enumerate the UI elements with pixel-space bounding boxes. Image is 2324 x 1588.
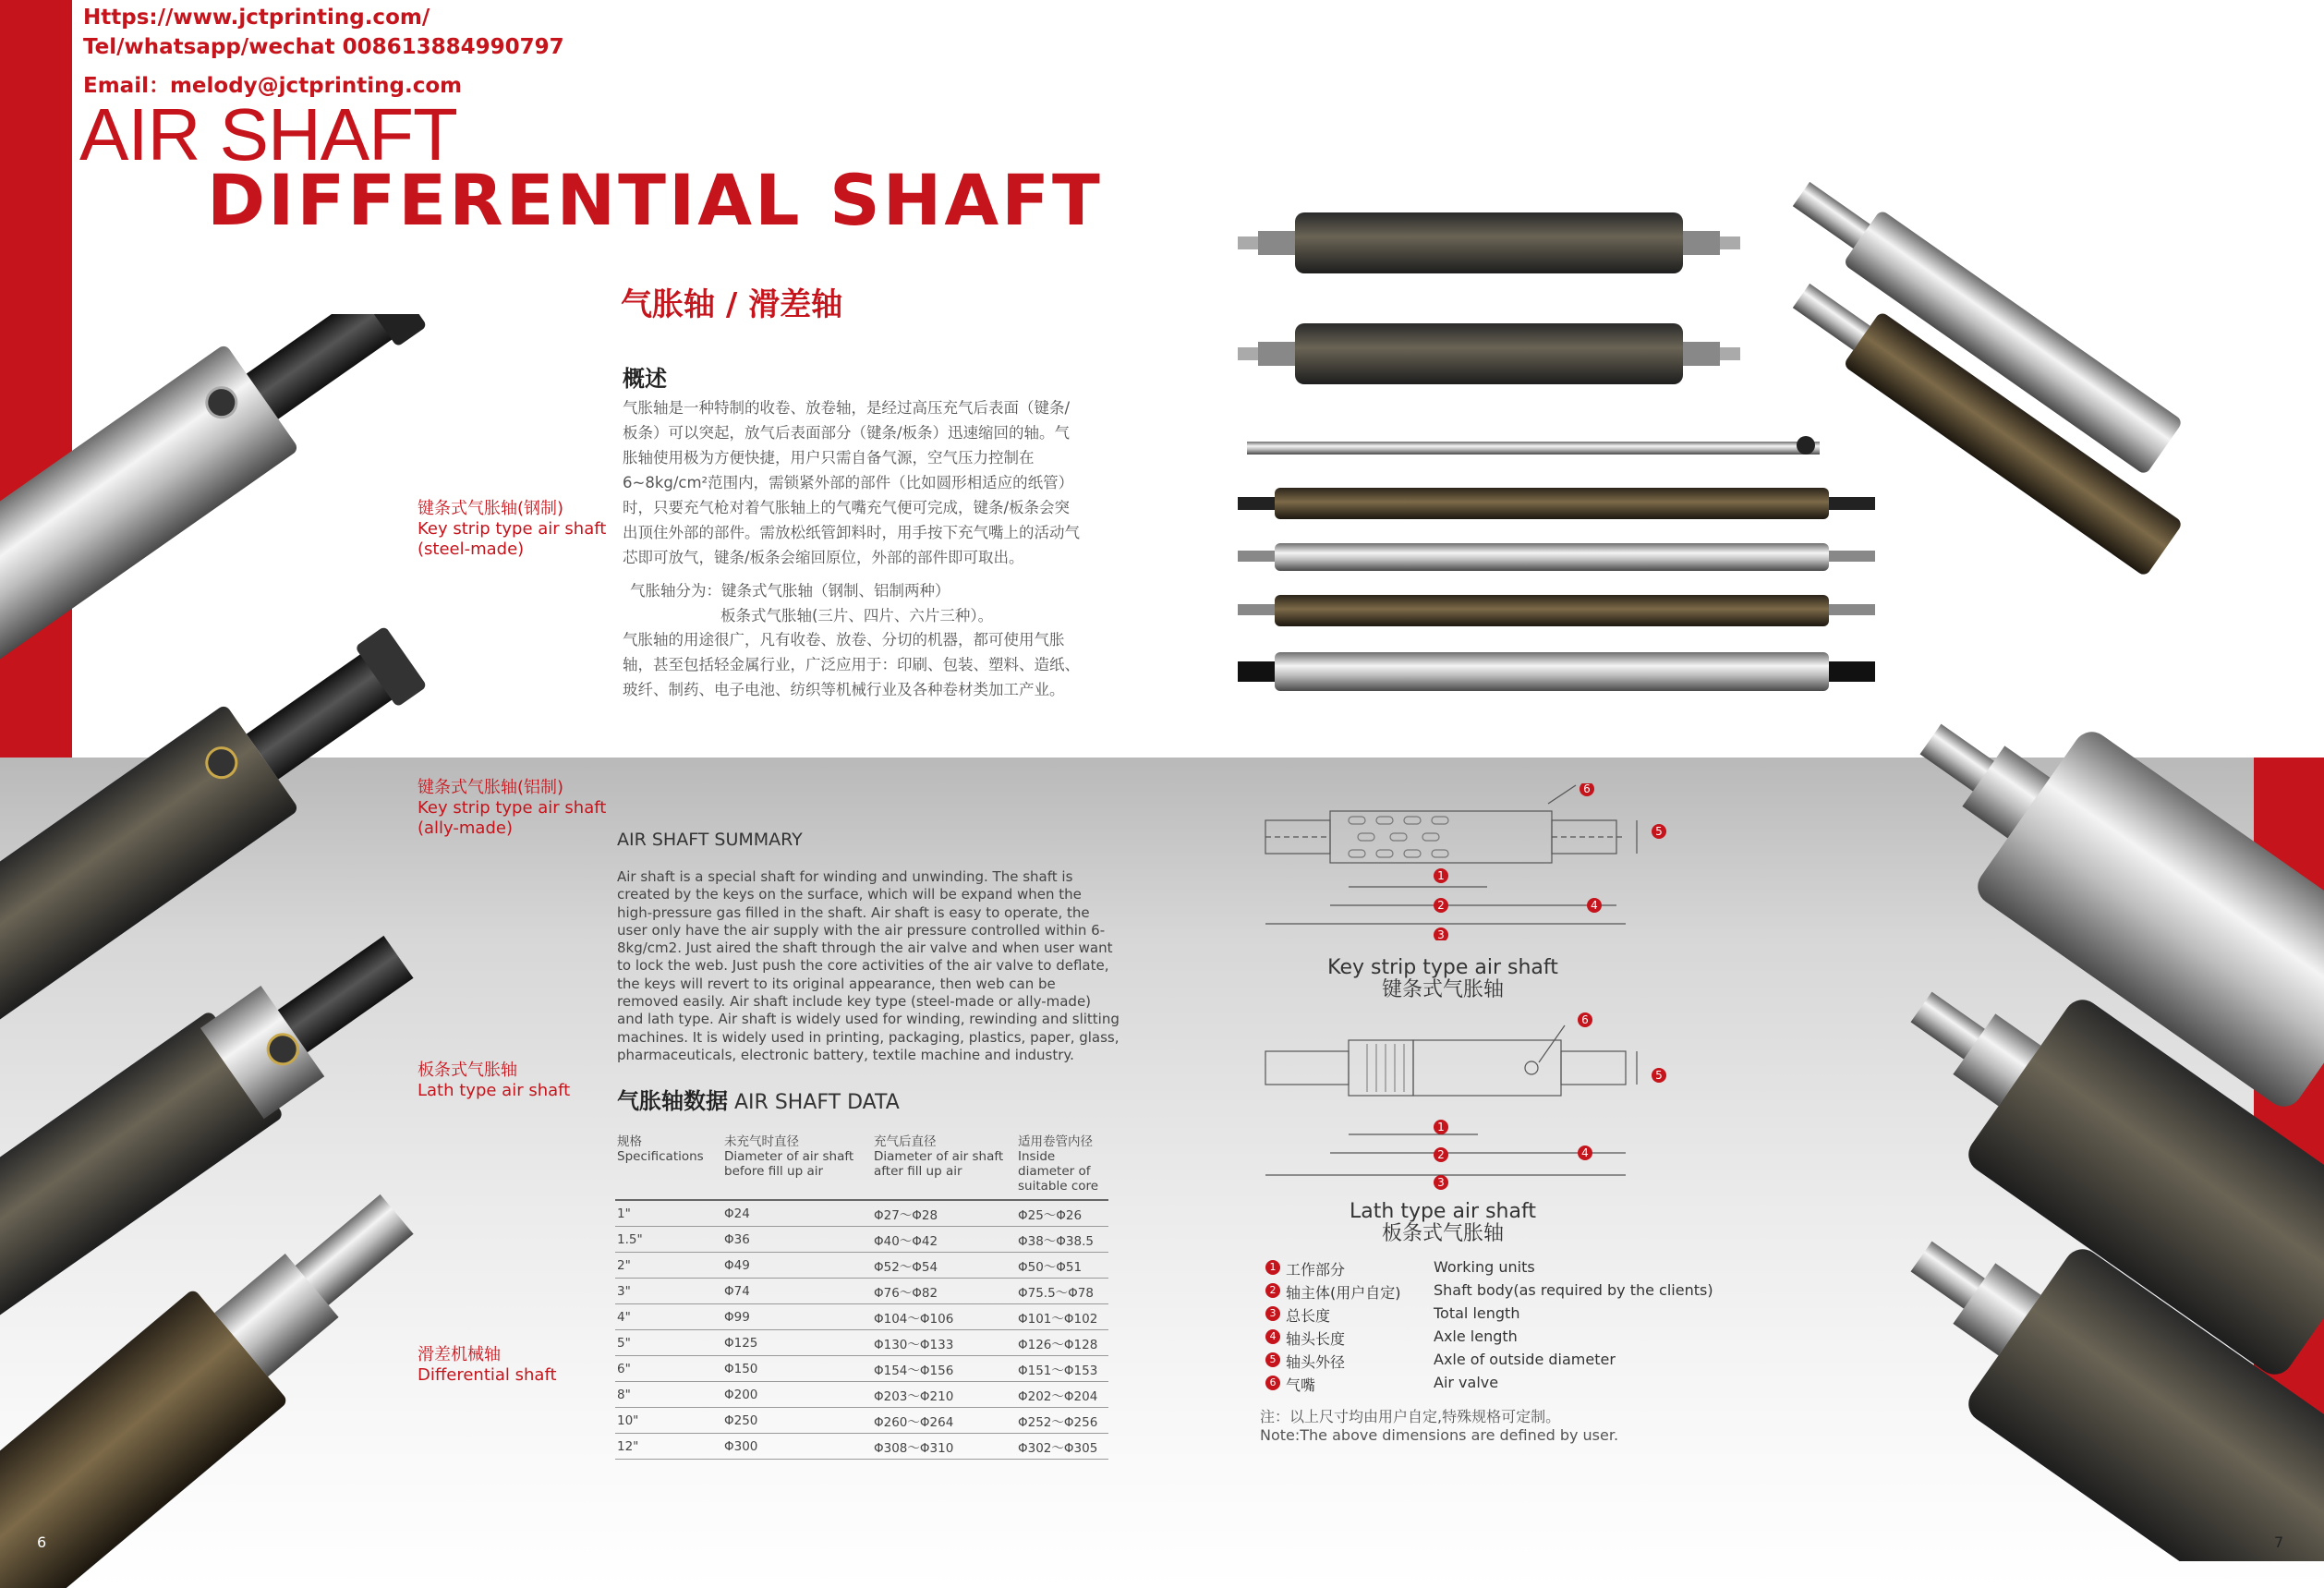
header-diameter-after: 充气后直径 Diameter of air shaft after fill up air	[872, 1133, 1016, 1200]
table-cell: Φ125	[722, 1330, 872, 1356]
legend-en: Total length	[1434, 1304, 1520, 1322]
legend-number: 5	[1265, 1352, 1280, 1367]
shaft-photos-right	[1894, 702, 2324, 1561]
legend-cn: 轴头外径	[1286, 1353, 1346, 1371]
dimension-mark: 1	[1437, 1121, 1445, 1133]
phone-number: Tel/whatsapp/wechat 008613884990797	[83, 35, 564, 59]
shaft-photo-6	[1238, 595, 1875, 626]
legend-number: 6	[1265, 1376, 1280, 1390]
summary-heading: AIR SHAFT SUMMARY	[617, 830, 803, 850]
legend-en: Air valve	[1434, 1374, 1499, 1391]
overview-paragraph-2a: 气胀轴分为：键条式气胀轴（钢制、铝制两种）	[630, 582, 950, 600]
table-cell: Φ99	[722, 1304, 872, 1330]
shaft-photo-3	[1247, 436, 1820, 455]
key-strip-diagram	[1256, 783, 1681, 940]
dimension-mark: 1	[1437, 869, 1445, 882]
dimension-mark: 5	[1655, 1069, 1663, 1082]
table-cell: Φ260～Φ264	[872, 1408, 1016, 1434]
table-cell: Φ130～Φ133	[872, 1330, 1016, 1356]
table-cell: Φ36	[722, 1227, 872, 1253]
table-cell: Φ76～Φ82	[872, 1279, 1016, 1304]
page-number-left: 6	[37, 1533, 47, 1551]
dimension-mark: 3	[1437, 928, 1445, 940]
legend-cn: 轴头长度	[1286, 1330, 1346, 1348]
shaft-photo-7	[1238, 652, 1875, 691]
table-cell: 1.5"	[615, 1227, 722, 1253]
header-diameter-before: 未充气时直径 Diameter of air shaft before fill up air	[722, 1133, 872, 1200]
table-cell: Φ25～Φ26	[1016, 1200, 1108, 1227]
header-spec: 规格 Specifications	[615, 1133, 722, 1200]
table-cell: 10"	[615, 1408, 722, 1434]
table-cell: 4"	[615, 1304, 722, 1330]
label-differential-shaft: 滑差机械轴 Differential shaft	[418, 1345, 557, 1385]
table-cell: Φ151～Φ153	[1016, 1356, 1108, 1382]
table-row	[615, 1408, 1108, 1434]
shaft-photo-1	[1238, 212, 1740, 273]
legend-en: Shaft body(as required by the clients)	[1434, 1281, 1713, 1299]
table-cell: Φ75.5～Φ78	[1016, 1279, 1108, 1304]
table-cell: 3"	[615, 1279, 722, 1304]
lath-diagram-caption: Lath type air shaft 板条式气胀轴	[1350, 1200, 1536, 1245]
legend-cn: 气嘴	[1286, 1376, 1316, 1394]
table-cell: Φ250	[722, 1408, 872, 1434]
legend-en: Axle of outside diameter	[1434, 1351, 1616, 1368]
table-cell: Φ200	[722, 1382, 872, 1408]
table-cell: Φ27～Φ28	[872, 1200, 1016, 1227]
title-air-shaft: AIR SHAFT	[79, 93, 457, 176]
legend-item	[1265, 1258, 1713, 1281]
table-cell: 1"	[615, 1200, 722, 1227]
overview-paragraph-1: 气胀轴是一种特制的收卷、放卷轴，是经过高压充气后表面（键条/板条）可以突起，放气后表面部分（键条/板条）迅速缩回的轴。气胀轴使用极为方便快捷，用户只需自备气源，空气压力控制在6~8kg/cm²范围内，需锁紧外部的部件（比如圆形相适应的纸管）时，只要充气枪对着气胀轴上的气嘴充气便可完成，键条/板条会突出顶住外部的部件。需放松纸管卸料时，用手按下充气嘴上的活动气芯即可放气，键条/板条会缩回原位，外部的部件即可取出。	[623, 399, 1080, 566]
dimension-mark: 5	[1655, 825, 1663, 838]
legend-cn: 总长度	[1286, 1307, 1331, 1325]
shaft-photo-4	[1238, 488, 1875, 519]
table-cell: Φ308～Φ310	[872, 1434, 1016, 1460]
table-cell: Φ101～Φ102	[1016, 1304, 1108, 1330]
legend-en: Working units	[1434, 1258, 1535, 1276]
shaft-photo-5	[1238, 543, 1875, 571]
table-cell: Φ52～Φ54	[872, 1253, 1016, 1279]
table-cell: 6"	[615, 1356, 722, 1382]
legend-cn: 轴主体(用户自定)	[1286, 1284, 1401, 1302]
dimension-mark: 2	[1437, 899, 1445, 912]
legend-cn: 工作部分	[1286, 1261, 1346, 1279]
legend-number: 2	[1265, 1283, 1280, 1298]
dimension-mark: 2	[1437, 1148, 1445, 1161]
dimension-mark: 4	[1581, 1146, 1589, 1159]
dimension-mark: 4	[1591, 899, 1598, 912]
table-cell: Φ74	[722, 1279, 872, 1304]
lath-diagram	[1256, 1012, 1681, 1194]
table-row	[615, 1356, 1108, 1382]
table-cell: 5"	[615, 1330, 722, 1356]
dimension-note: 注：以上尺寸均由用户自定,特殊规格可定制。 Note:The above dimensions are defined by user.	[1260, 1408, 1619, 1444]
label-aluminium-shaft: 键条式气胀轴(铝制) Key strip type air shaft (ally-made)	[418, 778, 607, 838]
table-row	[615, 1279, 1108, 1304]
table-cell: Φ203～Φ210	[872, 1382, 1016, 1408]
dimension-mark: 6	[1581, 1013, 1589, 1026]
table-row	[615, 1434, 1108, 1460]
table-cell: Φ104～Φ106	[872, 1304, 1016, 1330]
table-cell: Φ49	[722, 1253, 872, 1279]
legend-item	[1265, 1327, 1713, 1351]
page-number-right: 7	[2274, 1533, 2284, 1551]
legend-item	[1265, 1281, 1713, 1304]
legend-item	[1265, 1374, 1713, 1397]
overview-paragraph-3: 气胀轴的用途很广，凡有收卷、放卷、分切的机器，都可使用气胀轴，甚至包括轻金属行业，广泛应用于：印刷、包装、塑料、造纸、玻纤、制药、电子电池、纺织等机械行业及各种卷材类加工产业。	[623, 631, 1080, 698]
table-row	[615, 1227, 1108, 1253]
table-cell: Φ252～Φ256	[1016, 1408, 1108, 1434]
shaft-photos-top-right	[1229, 157, 2245, 730]
table-row	[615, 1382, 1108, 1408]
steel-key-strip-shaft	[0, 314, 443, 672]
table-cell: Φ50～Φ51	[1016, 1253, 1108, 1279]
table-cell: Φ24	[722, 1200, 872, 1227]
key-strip-diagram-caption: Key strip type air shaft 键条式气胀轴	[1327, 956, 1558, 1001]
table-header-row	[615, 1133, 1108, 1200]
title-chinese: 气胀轴 / 滑差轴	[621, 286, 843, 323]
table-cell: Φ126～Φ128	[1016, 1330, 1108, 1356]
spec-table	[615, 1133, 1108, 1460]
table-row	[615, 1304, 1108, 1330]
legend-number: 1	[1265, 1260, 1280, 1275]
website-url[interactable]: Https://www.jctprinting.com/	[83, 6, 430, 30]
table-cell: Φ150	[722, 1356, 872, 1382]
data-heading: 气胀轴数据 AIR SHAFT DATA	[617, 1088, 900, 1114]
table-cell: Φ40～Φ42	[872, 1227, 1016, 1253]
title-differential-shaft: DIFFERENTIAL SHAFT	[207, 159, 1103, 241]
table-row	[615, 1253, 1108, 1279]
overview-paragraph-2b: 板条式气胀轴(三片、四片、六片三种）。	[720, 607, 994, 624]
table-cell: Φ300	[722, 1434, 872, 1460]
table-row	[615, 1200, 1108, 1227]
label-lath-shaft: 板条式气胀轴 Lath type air shaft	[418, 1061, 571, 1100]
table-cell: Φ202～Φ204	[1016, 1382, 1108, 1408]
dimension-mark: 3	[1437, 1176, 1445, 1189]
label-steel-shaft: 键条式气胀轴(钢制) Key strip type air shaft (steel-made)	[418, 499, 607, 559]
legend-item	[1265, 1351, 1713, 1374]
dimension-legend	[1265, 1258, 1713, 1397]
table-cell: 8"	[615, 1382, 722, 1408]
table-cell: Φ302～Φ305	[1016, 1434, 1108, 1460]
email-address[interactable]: Email：melody@jctprinting.com	[83, 74, 463, 98]
table-cell: 12"	[615, 1434, 722, 1460]
legend-number: 3	[1265, 1306, 1280, 1321]
summary-body: Air shaft is a special shaft for winding and unwinding. The shaft is created by the keys on the surface, which will be expand when the high-pressure gas filled in the shaft. Air shaft is easy to operate, the user only have the air supply with the air pressure controlled within 6-8kg/cm2. Just aired the shaft through the air valve and when user want to lock the web. Just push the core activities of the air valve to deflate, the keys will revert to its original appearance, then web can be removed easily. Air shaft include key type (steel-made or ally-made) and lath type. Air shaft is widely used for winding, rewinding and slitting machines. It is widely used in printing, packaging, plastics, paper, glass, pharmaceuticals, electronic battery, textile machine and industry.	[617, 868, 1120, 1063]
table-cell: 2"	[615, 1253, 722, 1279]
overview-heading: 概述	[623, 366, 667, 392]
table-cell: Φ154～Φ156	[872, 1356, 1016, 1382]
table-cell: Φ38～Φ38.5	[1016, 1227, 1108, 1253]
legend-en: Axle length	[1434, 1327, 1518, 1345]
header-core-diameter: 适用卷管内径 Inside diameter of suitable core	[1016, 1133, 1108, 1200]
legend-number: 4	[1265, 1329, 1280, 1344]
legend-item	[1265, 1304, 1713, 1327]
dimension-mark: 6	[1583, 783, 1591, 795]
shaft-photo-2	[1238, 323, 1740, 384]
table-row	[615, 1330, 1108, 1356]
